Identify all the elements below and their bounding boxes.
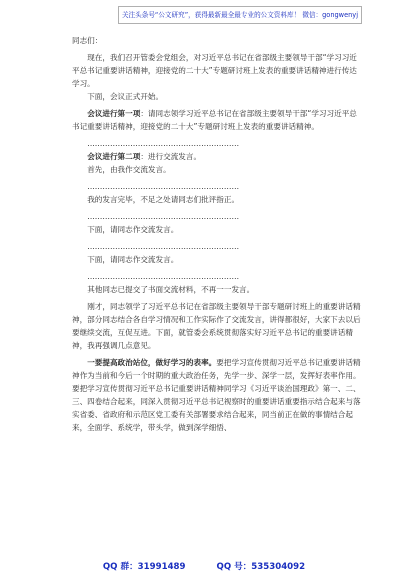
written-materials-paragraph: 其他同志已提交了书面交流材料，不再一一发言。 (87, 285, 255, 294)
meeting-start-paragraph: 下面，会议正式开始。 (87, 92, 164, 101)
dots-line: …………………………………………………… (87, 272, 240, 281)
qq-number: QQ 号：535304092 (216, 562, 306, 572)
agenda-item-2 (72, 150, 362, 163)
point-1-text: 要把学习宣传贯彻习近平总书记重要讲话精神作为当前和今后一个时期的重大政治任务，先学一步、深学一层，发挥好表率作用。要把学习宣传贯彻习近平总书记重要讲话精神同学习《习近平谈治国理政》第一、二、三、四卷结合起来，同深入贯彻习近平总书记视察时的重要讲话重要指示结合起来与落实省委、省政府和示范区党工委有关部署要求结合起来，同当前正在做的事情结合起来，全面学、系统学，带头学，做到深学细悟、 (72, 358, 361, 432)
document-body (72, 34, 362, 434)
agenda-item-1-label: 会议进行第一项 (87, 109, 141, 118)
agenda-item-1 (72, 107, 362, 133)
point-1-paragraph (72, 356, 362, 434)
dots-line: …………………………………………………… (87, 139, 240, 148)
point-1-label: 一要提高政治站位，做好学习的表率。 (87, 358, 217, 367)
opening-paragraph: 现在，我们召开管委会党组会，对习近平总书记在省部级主要领导干部“学习习近平总书记重要讲话精神，迎接党的二十大”专题研讨班上发表的重要讲话精神进行传达学习。 (72, 53, 357, 88)
qq-group: QQ 群：31991489 (102, 562, 186, 572)
next-speaker-paragraph: 下面，请同志作交流发言。 (87, 255, 179, 264)
agenda-item-1-text: ：请同志领学习近平总书记在省部级主要领导干部“学习习近平总书记重要讲话精神，迎接党的二十大”专题研讨班上发表的重要讲话精神。 (72, 109, 357, 131)
agenda-item-2-text: ：进行交流发言。 (140, 152, 202, 161)
dots-line: …………………………………………………… (87, 182, 240, 191)
dots-line: …………………………………………………… (87, 212, 240, 221)
salutation: 同志们： (72, 36, 103, 45)
promo-banner: 关注头条号“公文研究”，获得最新最全最专业的公文资料库！ 微信：gongwenyj (118, 6, 362, 24)
dots-line: …………………………………………………… (87, 242, 240, 251)
footer-contact (0, 560, 408, 572)
speech-done-paragraph: 我的发言完毕，不足之处请同志们批评指正。 (87, 195, 240, 204)
summary-paragraph: 刚才，同志领学了习近平总书记在省部级主要领导干部专题研讨班上的重要讲话精神，部分同志结合各自学习情况和工作实际作了交流发言，讲得都很好，大家下去以后要继续交流，互促互进。下面，就管委会系统贯彻落实好习近平总书记的重要讲话精神，我再强调几点意见。 (72, 302, 361, 350)
agenda-item-2-label: 会议进行第二项 (87, 152, 141, 161)
next-speaker-paragraph: 下面，请同志作交流发言。 (87, 225, 179, 234)
first-speech-paragraph: 首先，由我作交流发言。 (87, 165, 171, 174)
